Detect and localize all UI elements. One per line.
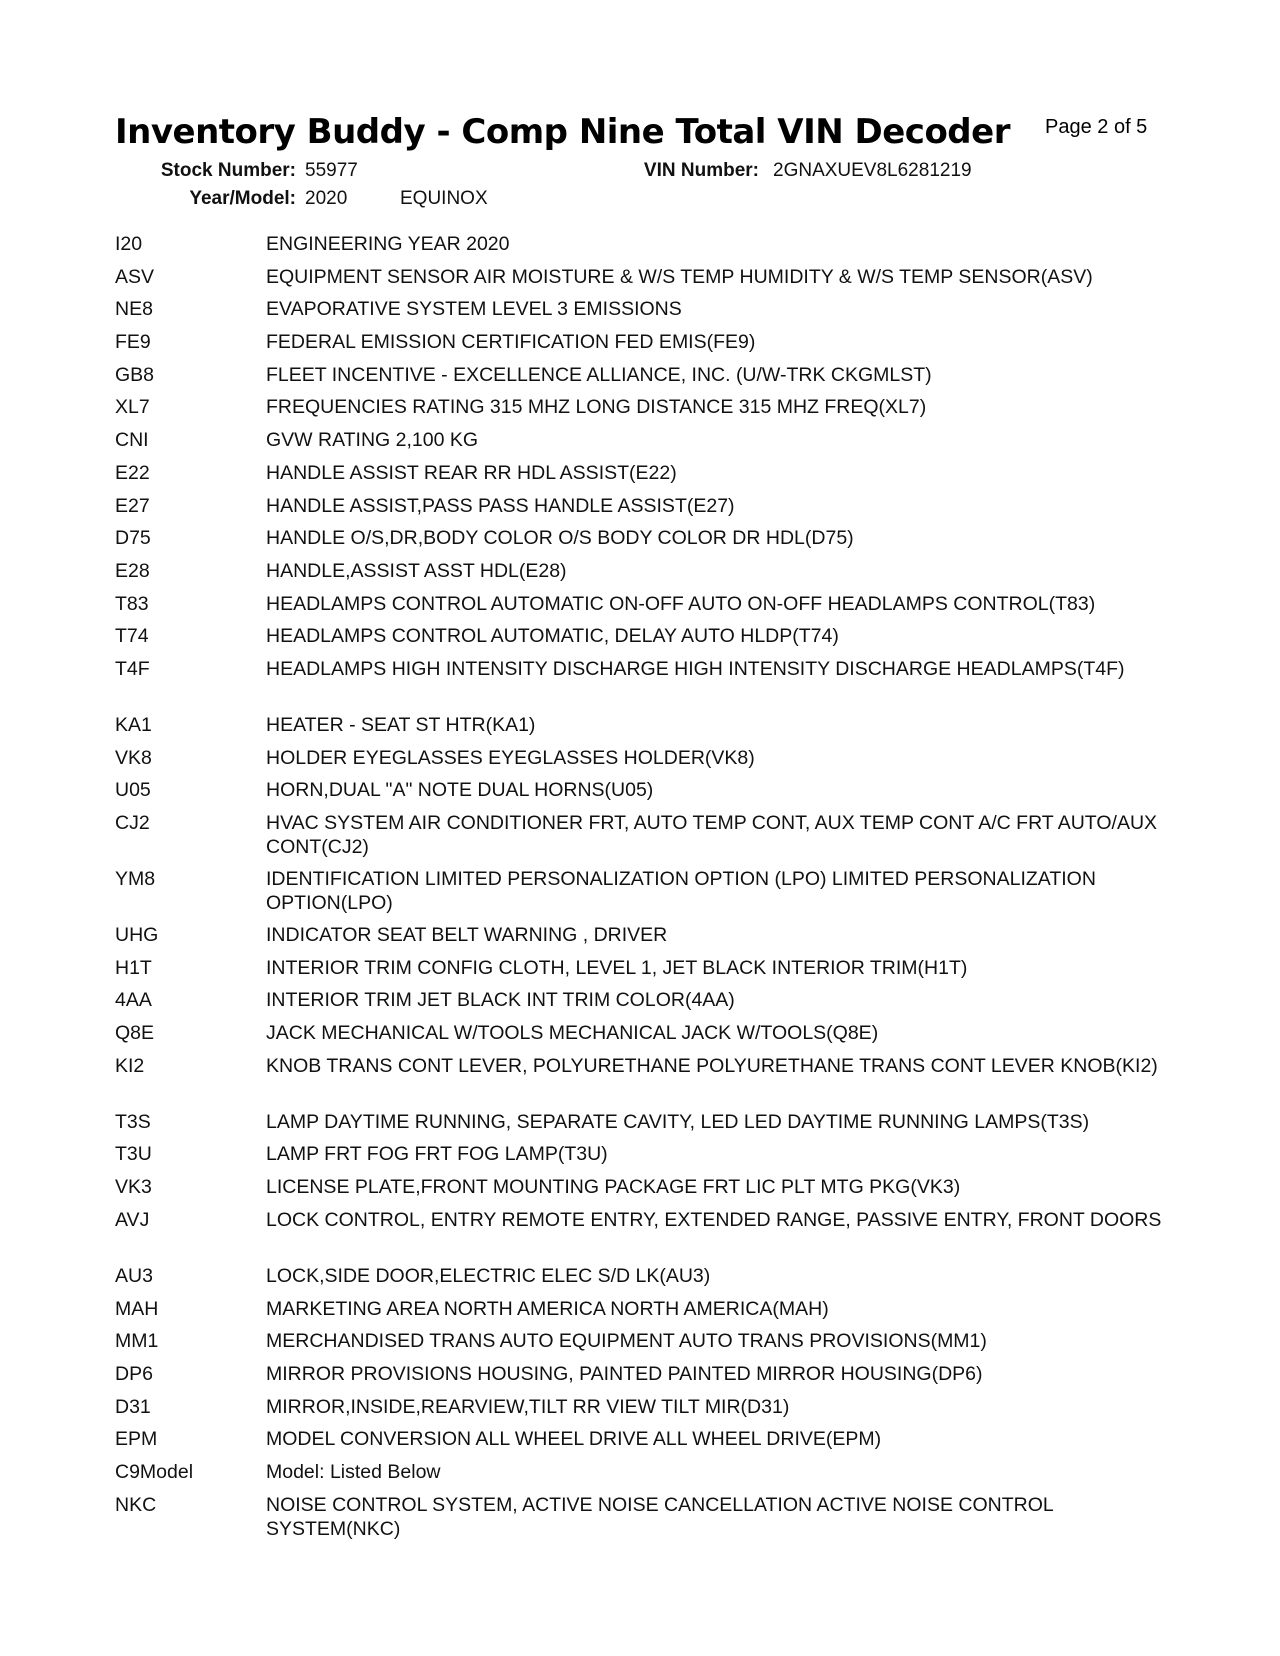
option-code: C9Model <box>115 1460 194 1483</box>
option-description: FEDERAL EMISSION CERTIFICATION FED EMIS(FE9) <box>266 331 756 354</box>
option-code: Q8E <box>115 1022 155 1045</box>
option-code-list <box>115 232 1175 1549</box>
option-row <box>115 1208 1175 1264</box>
option-description: FLEET INCENTIVE - EXCELLENCE ALLIANCE, INC. (U/W-TRK CKGMLST) <box>266 363 932 386</box>
option-row <box>115 428 1175 461</box>
option-code: D75 <box>115 527 151 550</box>
option-description: HEATER - SEAT ST HTR(KA1) <box>266 713 536 736</box>
option-row <box>115 1110 1175 1143</box>
option-description: MIRROR PROVISIONS HOUSING, PAINTED PAINTED MIRROR HOUSING(DP6) <box>266 1362 983 1385</box>
model-value: EQUINOX <box>400 188 488 209</box>
option-code: XL7 <box>115 396 150 419</box>
option-description: MERCHANDISED TRANS AUTO EQUIPMENT AUTO TRANS PROVISIONS(MM1) <box>266 1330 987 1353</box>
option-code: I20 <box>115 233 143 255</box>
option-row <box>115 867 1175 923</box>
option-row <box>115 330 1175 363</box>
option-code: CNI <box>115 429 149 452</box>
option-code: T4F <box>115 657 150 680</box>
option-row <box>115 1175 1175 1208</box>
option-row <box>115 657 1175 713</box>
option-row <box>115 1460 1175 1493</box>
option-row <box>115 811 1175 867</box>
option-code: VK8 <box>115 746 152 769</box>
vin-number-label: VIN Number: <box>643 160 759 181</box>
option-row <box>115 1021 1175 1054</box>
option-row <box>115 1362 1175 1395</box>
option-code: T83 <box>115 592 149 615</box>
option-row <box>115 559 1175 592</box>
option-row <box>115 1329 1175 1362</box>
option-code: MM1 <box>115 1330 159 1353</box>
option-description: HANDLE ASSIST REAR RR HDL ASSIST(E22) <box>266 461 677 484</box>
option-description: HANDLE,ASSIST ASST HDL(E28) <box>266 559 567 582</box>
option-description: LOCK,SIDE DOOR,ELECTRIC ELEC S/D LK(AU3) <box>266 1264 711 1287</box>
option-description: KNOB TRANS CONT LEVER, POLYURETHANE POLYURETHANE TRANS CONT LEVER KNOB(KI2) <box>266 1054 1158 1077</box>
option-description: INDICATOR SEAT BELT WARNING , DRIVER <box>266 924 668 946</box>
option-row <box>115 1264 1175 1297</box>
option-description: GVW RATING 2,100 KG <box>266 429 479 452</box>
option-code: NE8 <box>115 298 153 321</box>
option-description: LAMP FRT FOG FRT FOG LAMP(T3U) <box>266 1143 608 1166</box>
option-row <box>115 624 1175 657</box>
option-row <box>115 746 1175 779</box>
option-row <box>115 395 1175 428</box>
option-description: HEADLAMPS CONTROL AUTOMATIC ON-OFF AUTO ON-OFF HEADLAMPS CONTROL(T83) <box>266 592 1096 615</box>
option-row <box>115 988 1175 1021</box>
option-row <box>115 1493 1175 1549</box>
option-code: UHG <box>115 924 159 946</box>
vin-number-value: 2GNAXUEV8L6281219 <box>773 160 972 181</box>
option-description: MIRROR,INSIDE,REARVIEW,TILT RR VIEW TILT MIR(D31) <box>266 1395 790 1418</box>
option-code: T3S <box>115 1110 151 1133</box>
option-code: E28 <box>115 559 150 582</box>
option-description: INTERIOR TRIM CONFIG CLOTH, LEVEL 1, JET BLACK INTERIOR TRIM(H1T) <box>266 956 968 979</box>
option-description: HVAC SYSTEM AIR CONDITIONER FRT, AUTO TEMP CONT, AUX TEMP CONT A/C FRT AUTO/AUX CONT(CJ2) <box>266 812 1158 858</box>
option-code: YM8 <box>115 868 156 890</box>
option-description: HOLDER EYEGLASSES EYEGLASSES HOLDER(VK8) <box>266 746 755 769</box>
option-code: H1T <box>115 956 152 979</box>
option-description: LAMP DAYTIME RUNNING, SEPARATE CAVITY, LED LED DAYTIME RUNNING LAMPS(T3S) <box>266 1110 1090 1133</box>
option-code: FE9 <box>115 331 151 354</box>
option-description: FREQUENCIES RATING 315 MHZ LONG DISTANCE 315 MHZ FREQ(XL7) <box>266 396 927 419</box>
option-row <box>115 956 1175 989</box>
option-code: ASV <box>115 265 155 288</box>
option-description: JACK MECHANICAL W/TOOLS MECHANICAL JACK W/TOOLS(Q8E) <box>266 1022 879 1045</box>
document-title: Inventory Buddy - Comp Nine Total VIN Decoder <box>115 112 1010 152</box>
option-code: NKC <box>115 1493 157 1516</box>
option-description: INTERIOR TRIM JET BLACK INT TRIM COLOR(4AA) <box>266 989 735 1012</box>
page-number: Page 2 of 5 <box>1045 116 1148 138</box>
option-code: MAH <box>115 1297 159 1320</box>
option-row <box>115 713 1175 746</box>
option-code: AU3 <box>115 1264 153 1287</box>
option-row <box>115 232 1175 265</box>
option-description: IDENTIFICATION LIMITED PERSONALIZATION OPTION (LPO) LIMITED PERSONALIZATION OPTION(LPO) <box>266 868 1096 914</box>
option-row <box>115 526 1175 559</box>
option-code: E27 <box>115 494 150 517</box>
option-code: KA1 <box>115 713 152 736</box>
option-row <box>115 461 1175 494</box>
option-code: GB8 <box>115 363 155 386</box>
option-code: KI2 <box>115 1054 145 1077</box>
option-description: LOCK CONTROL, ENTRY REMOTE ENTRY, EXTENDED RANGE, PASSIVE ENTRY, FRONT DOORS <box>266 1208 1162 1231</box>
option-row <box>115 1054 1175 1110</box>
option-row <box>115 592 1175 625</box>
option-description: HEADLAMPS CONTROL AUTOMATIC, DELAY AUTO HLDP(T74) <box>266 625 839 648</box>
option-row <box>115 923 1175 956</box>
option-code: T74 <box>115 625 149 648</box>
option-description: EQUIPMENT SENSOR AIR MOISTURE & W/S TEMP HUMIDITY & W/S TEMP SENSOR(ASV) <box>266 265 1093 288</box>
option-description: NOISE CONTROL SYSTEM, ACTIVE NOISE CANCELLATION ACTIVE NOISE CONTROL SYSTEM(NKC) <box>266 1493 1054 1540</box>
option-row <box>115 1142 1175 1175</box>
option-row <box>115 1427 1175 1460</box>
year-value: 2020 <box>305 188 348 209</box>
option-row <box>115 1297 1175 1330</box>
stock-number-value: 55977 <box>305 160 358 181</box>
year-model-label: Year/Model: <box>189 188 296 209</box>
option-code: EPM <box>115 1428 158 1451</box>
option-description: MARKETING AREA NORTH AMERICA NORTH AMERICA(MAH) <box>266 1297 829 1320</box>
option-description: LICENSE PLATE,FRONT MOUNTING PACKAGE FRT LIC PLT MTG PKG(VK3) <box>266 1176 961 1199</box>
option-code: CJ2 <box>115 812 150 834</box>
option-row <box>115 494 1175 527</box>
option-description: HORN,DUAL "A" NOTE DUAL HORNS(U05) <box>266 779 654 802</box>
option-description: Model: Listed Below <box>266 1460 441 1483</box>
option-description: HEADLAMPS HIGH INTENSITY DISCHARGE HIGH INTENSITY DISCHARGE HEADLAMPS(T4F) <box>266 657 1125 680</box>
option-code: D31 <box>115 1395 151 1418</box>
option-row <box>115 1395 1175 1428</box>
option-code: DP6 <box>115 1362 153 1385</box>
option-row <box>115 265 1175 298</box>
stock-number-label: Stock Number: <box>160 160 296 181</box>
option-description: HANDLE O/S,DR,BODY COLOR O/S BODY COLOR DR HDL(D75) <box>266 527 854 550</box>
option-code: E22 <box>115 461 150 484</box>
option-description: EVAPORATIVE SYSTEM LEVEL 3 EMISSIONS <box>266 298 682 321</box>
option-code: U05 <box>115 779 151 802</box>
option-description: MODEL CONVERSION ALL WHEEL DRIVE ALL WHEEL DRIVE(EPM) <box>266 1428 882 1451</box>
option-row <box>115 778 1175 811</box>
option-code: AVJ <box>115 1208 150 1231</box>
option-code: VK3 <box>115 1176 152 1199</box>
option-row <box>115 363 1175 396</box>
option-code: T3U <box>115 1143 152 1166</box>
option-row <box>115 297 1175 330</box>
option-description: ENGINEERING YEAR 2020 <box>266 233 510 255</box>
option-code: 4AA <box>115 989 152 1012</box>
option-description: HANDLE ASSIST,PASS PASS HANDLE ASSIST(E27) <box>266 494 735 517</box>
